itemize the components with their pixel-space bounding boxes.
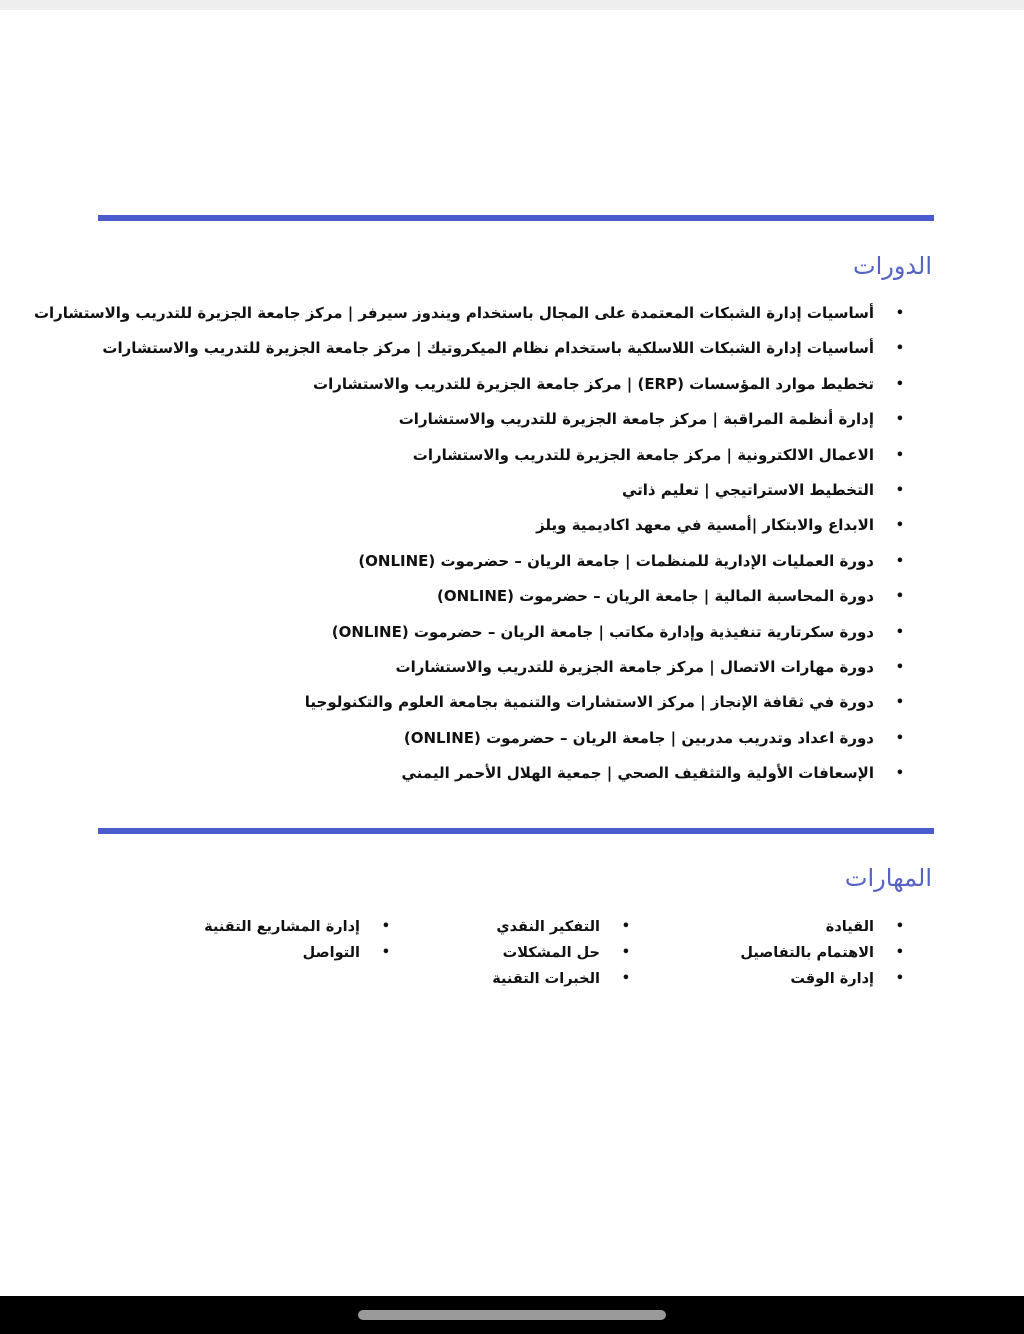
course-text: دورة العمليات الإدارية للمنظمات | جامعة الريان – حضرموت (ONLINE) <box>358 551 874 570</box>
course-item <box>94 508 904 543</box>
bullet-icon: • <box>895 624 904 640</box>
skill-item <box>740 966 904 992</box>
section-divider-skills <box>98 828 934 834</box>
course-item <box>94 367 904 402</box>
bullet-icon: • <box>895 482 904 498</box>
section-divider-courses <box>98 215 934 221</box>
skill-text: الخبرات التقنية <box>492 971 600 987</box>
course-text: أساسيات إدارة الشبكات اللاسلكية باستخدام نظام الميكروتيك | مركز جامعة الجزيرة للتدريب والاستشارات <box>102 339 874 358</box>
bullet-icon: • <box>895 730 904 746</box>
bullet-icon: • <box>621 971 630 986</box>
skills-column-1 <box>740 914 904 992</box>
course-item <box>94 615 904 650</box>
bullet-icon: • <box>895 518 904 534</box>
skill-item <box>492 914 630 940</box>
courses-list <box>33 296 904 791</box>
bullet-icon: • <box>895 376 904 392</box>
course-text: دورة اعداد وتدريب مدربين | جامعة الريان – حضرموت (ONLINE) <box>403 728 874 747</box>
course-item <box>94 650 904 685</box>
course-text: التخطيط الاستراتيجي | تعليم ذاتي <box>621 480 874 499</box>
course-text: أساسيات إدارة الشبكات المعتمدة على المجال باستخدام ويندوز سيرفر | مركز جامعة الجزيرة للتدريب والاستشارات <box>33 304 874 322</box>
top-edge-strip <box>0 0 1024 10</box>
bullet-icon: • <box>895 553 904 569</box>
courses-heading: الدورات <box>852 252 932 280</box>
skills-column-3 <box>204 914 390 966</box>
skill-text: القيادة <box>825 919 874 935</box>
bullet-icon: • <box>895 919 904 934</box>
course-item <box>94 756 904 791</box>
skill-item <box>204 940 390 966</box>
skill-text: التواصل <box>302 945 360 961</box>
course-item <box>94 438 904 473</box>
bullet-icon: • <box>895 306 904 321</box>
skill-text: التفكير النقدي <box>496 919 600 935</box>
course-text: تخطيط موارد المؤسسات (ERP) | مركز جامعة الجزيرة للتدريب والاستشارات <box>313 374 874 393</box>
course-text: الإسعافات الأولية والتثقيف الصحي | جمعية الهلال الأحمر اليمني <box>401 764 874 783</box>
bullet-icon: • <box>895 945 904 960</box>
bullet-icon: • <box>895 659 904 675</box>
skill-text: إدارة الوقت <box>790 971 874 987</box>
skill-text: إدارة المشاريع التقنية <box>204 919 360 935</box>
skill-item <box>204 914 390 940</box>
bullet-icon: • <box>895 447 904 463</box>
course-item <box>33 296 904 331</box>
course-text: إدارة أنظمة المراقبة | مركز جامعة الجزيرة للتدريب والاستشارات <box>398 410 874 429</box>
bullet-icon: • <box>381 919 390 934</box>
bullet-icon: • <box>895 695 904 711</box>
course-text: دورة سكرتارية تنفيذية وإدارة مكاتب | جامعة الريان – حضرموت (ONLINE) <box>331 622 874 641</box>
course-text: دورة في ثقافة الإنجاز | مركز الاستشارات والتنمية بجامعة العلوم والتكنولوجيا <box>304 693 874 712</box>
bullet-icon: • <box>895 766 904 782</box>
skill-item <box>740 914 904 940</box>
course-item <box>94 685 904 720</box>
skill-item <box>492 966 630 992</box>
skill-item <box>740 940 904 966</box>
course-item <box>94 473 904 508</box>
course-text: دورة مهارات الاتصال | مركز جامعة الجزيرة للتدريب والاستشارات <box>395 657 874 676</box>
bullet-icon: • <box>621 919 630 934</box>
home-indicator[interactable] <box>358 1310 666 1320</box>
bullet-icon: • <box>621 945 630 960</box>
bullet-icon: • <box>895 971 904 986</box>
bullet-icon: • <box>381 945 390 960</box>
course-item <box>94 579 904 614</box>
course-item <box>94 402 904 437</box>
course-item <box>94 544 904 579</box>
bullet-icon: • <box>895 341 904 357</box>
course-item <box>94 721 904 756</box>
skill-text: الاهتمام بالتفاصيل <box>740 945 874 961</box>
course-item <box>94 331 904 366</box>
course-text: الابداع والابتكار |أمسية في معهد اكاديمية ويلز <box>536 516 874 535</box>
skills-heading: المهارات <box>844 864 932 892</box>
bullet-icon: • <box>895 412 904 428</box>
bullet-icon: • <box>895 589 904 605</box>
skill-item <box>492 940 630 966</box>
course-text: الاعمال الالكترونية | مركز جامعة الجزيرة للتدريب والاستشارات <box>412 445 874 464</box>
skill-text: حل المشكلات <box>502 945 600 961</box>
course-text: دورة المحاسبة المالية | جامعة الريان – حضرموت (ONLINE) <box>437 587 874 606</box>
skills-column-2 <box>492 914 630 992</box>
